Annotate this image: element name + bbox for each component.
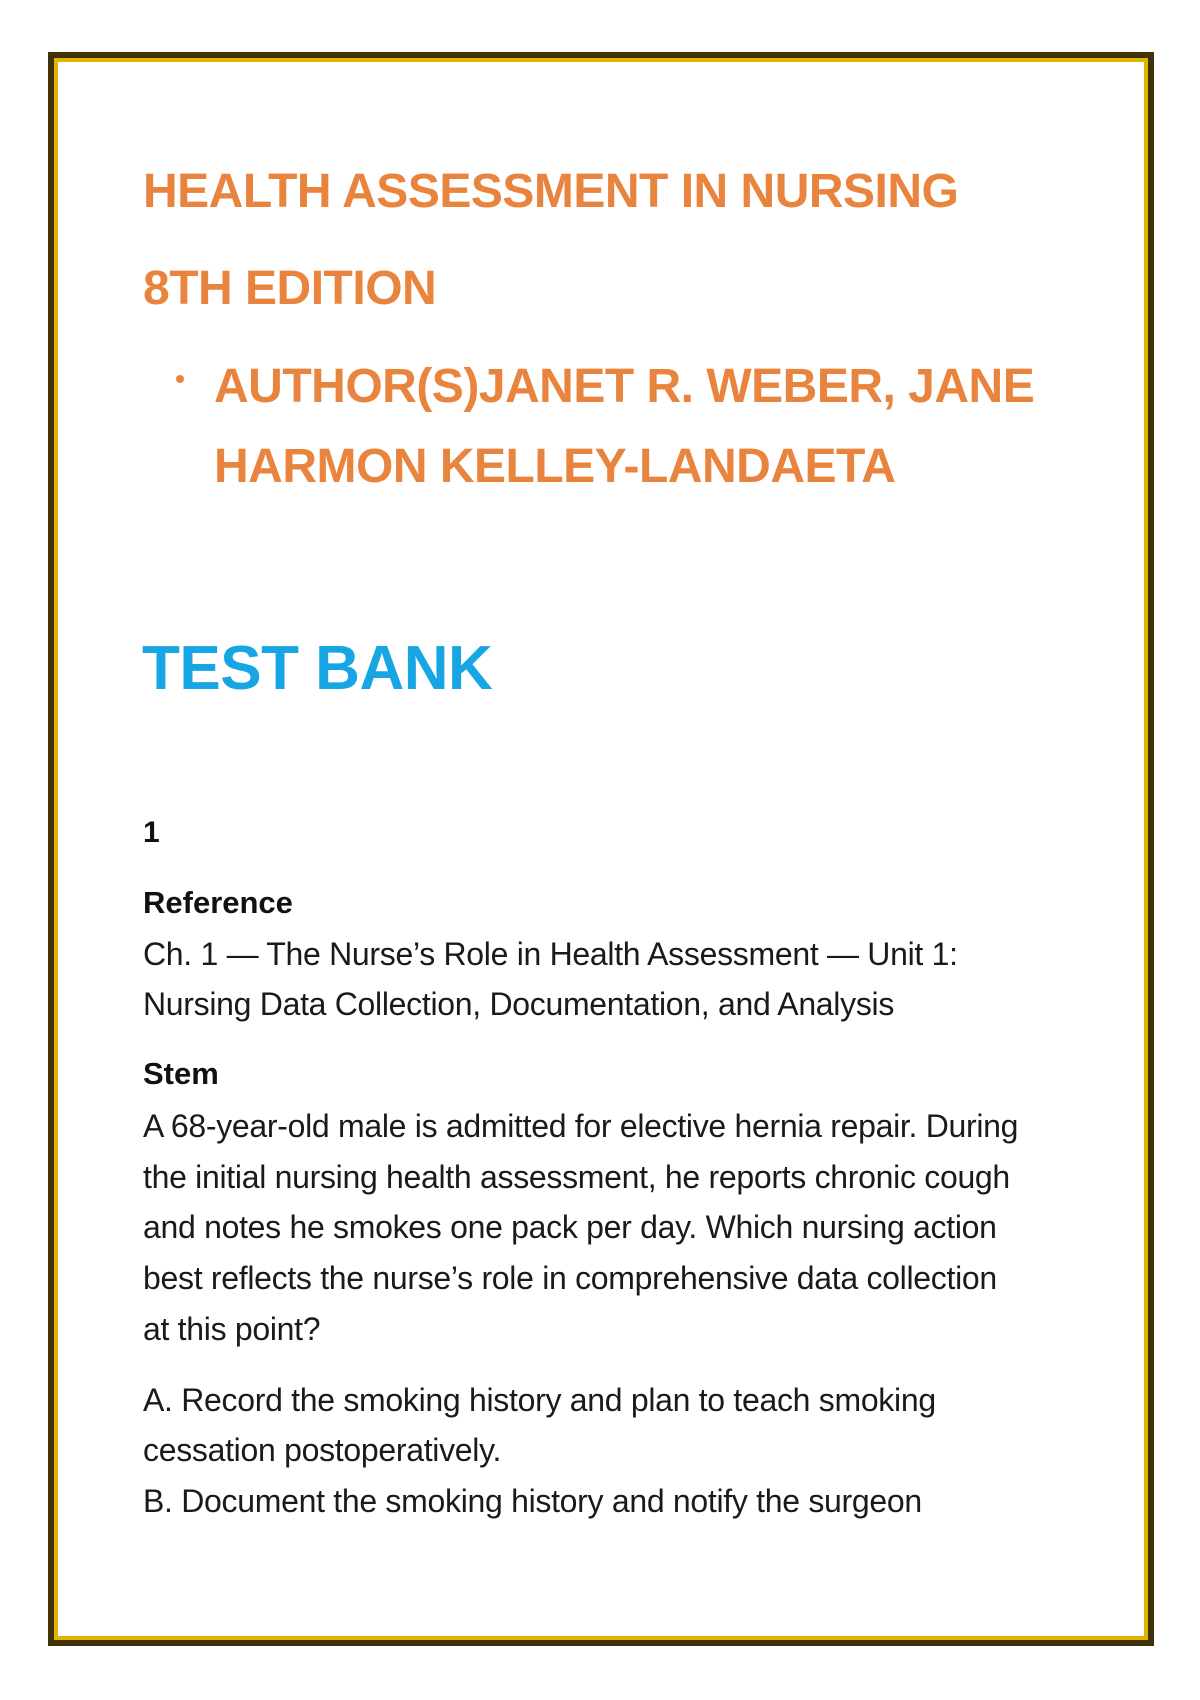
stem-line: A 68-year-old male is admitted for elective hernia repair. During [143, 1108, 1019, 1144]
stem-line: best reflects the nurse’s role in comprehensive data collection [143, 1260, 997, 1296]
reference-heading: Reference [143, 885, 293, 920]
author-bullet-icon [176, 375, 184, 383]
stem-heading: Stem [143, 1056, 219, 1091]
question-number: 1 [143, 816, 160, 849]
answer-option-a-continued: cessation postoperatively. [143, 1432, 502, 1468]
author-line-1: AUTHOR(S)JANET R. WEBER, JANE [214, 360, 1035, 413]
stem-line: at this point? [143, 1311, 321, 1347]
author-line-2: HARMON KELLEY-LANDAETA [214, 440, 896, 493]
stem-line: the initial nursing health assessment, he reports chronic cough [143, 1159, 1010, 1195]
section-title: TEST BANK [142, 634, 493, 703]
book-title-line-1: HEALTH ASSESSMENT IN NURSING [143, 165, 959, 218]
reference-line: Nursing Data Collection, Documentation, and Analysis [143, 986, 895, 1022]
book-edition: 8TH EDITION [143, 262, 437, 315]
answer-option-b: B. Document the smoking history and notify the surgeon [143, 1483, 922, 1519]
answer-option-a: A. Record the smoking history and plan to teach smoking [143, 1382, 936, 1418]
reference-line: Ch. 1 — The Nurse’s Role in Health Assessment — Unit 1: [143, 936, 958, 972]
stem-line: and notes he smokes one pack per day. Which nursing action [143, 1209, 997, 1245]
